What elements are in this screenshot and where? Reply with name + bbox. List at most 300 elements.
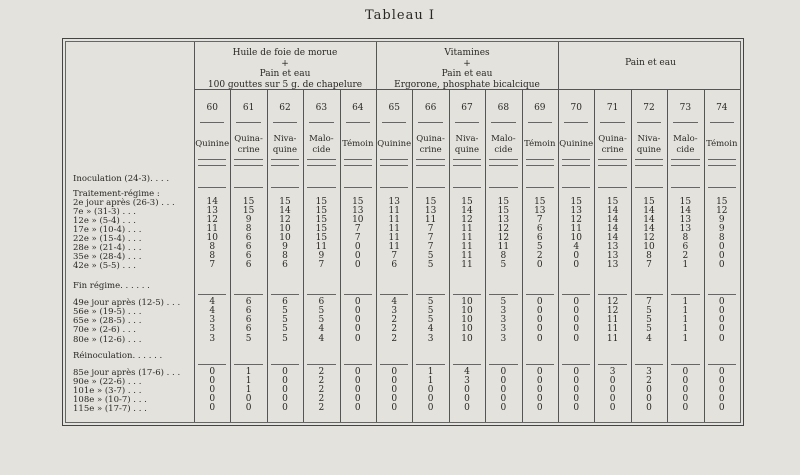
header-dash <box>382 122 406 123</box>
table-cell: 7 <box>209 260 216 270</box>
header-dash <box>708 159 736 160</box>
group-header-label: Pain et eau <box>625 58 676 68</box>
table-cell: 0 <box>354 367 361 377</box>
table-cell: 0 <box>573 403 580 413</box>
table-cell: 14 <box>206 197 218 207</box>
table-cell: 2 <box>318 403 325 413</box>
row-label: 115e » (17-7) . . . <box>73 404 147 414</box>
column-number: 69 <box>534 103 546 113</box>
table-cell: 10 <box>352 215 364 225</box>
column-number: 74 <box>716 103 728 113</box>
header-dash <box>528 122 552 123</box>
table-cell: 0 <box>536 306 543 316</box>
table-cell: 12 <box>606 297 619 307</box>
table-cell: 11 <box>606 324 619 334</box>
section-dash <box>671 187 699 188</box>
table-cell: 7 <box>354 224 361 234</box>
table-cell: 0 <box>718 376 725 386</box>
header-dash <box>637 122 661 123</box>
header-dash <box>710 122 734 123</box>
table-cell: 5 <box>500 260 507 270</box>
section-dash <box>198 294 226 295</box>
table-cell: 3 <box>500 324 507 334</box>
table-cell: 0 <box>500 367 507 377</box>
table-cell: 15 <box>570 197 582 207</box>
group-header-label: Huile de foie de morue <box>232 48 338 58</box>
table-cell: 6 <box>245 315 252 325</box>
table-cell: 8 <box>646 251 652 261</box>
section-dash <box>562 294 590 295</box>
section-dash <box>489 364 517 365</box>
table-cell: 1 <box>427 367 434 377</box>
table-cell: 10 <box>279 224 291 234</box>
table-cell: 14 <box>606 215 619 225</box>
table-cell: 0 <box>391 403 398 413</box>
column-rule <box>303 89 304 423</box>
table-cell: 11 <box>388 224 400 234</box>
table-cell: 11 <box>206 224 218 234</box>
column-rule <box>740 41 741 423</box>
header-dash <box>380 159 408 160</box>
column-rule <box>230 89 231 423</box>
table-cell: 0 <box>209 367 216 377</box>
row-label: 56e » (19-5) . . . <box>73 307 142 317</box>
table-cell: 7 <box>318 260 325 270</box>
column-number: 63 <box>315 103 328 113</box>
table-cell: 3 <box>464 376 470 386</box>
table-cell: 0 <box>682 385 689 395</box>
column-name: Malo- <box>309 134 334 144</box>
header-dash <box>236 122 260 123</box>
table-cell: 5 <box>427 315 434 325</box>
table-cell: 3 <box>609 367 616 377</box>
table-cell: 11 <box>461 233 473 243</box>
table-cell: 0 <box>573 324 580 334</box>
row-label: 22e » (15-4) . . . <box>73 234 142 244</box>
table-cell: 5 <box>282 324 288 334</box>
header-dash <box>562 159 590 160</box>
table-cell: 1 <box>682 306 689 316</box>
table-cell: 6 <box>536 224 543 234</box>
column-name: Niva- <box>455 134 479 144</box>
table-cell: 0 <box>718 251 725 261</box>
table-cell: 15 <box>279 197 291 207</box>
group-header-label: Vitamines <box>444 48 490 58</box>
table-cell: 6 <box>245 233 252 243</box>
header-dash <box>598 159 626 160</box>
header-dash <box>564 122 588 123</box>
header-dash <box>635 165 663 166</box>
table-cell: 0 <box>718 306 725 316</box>
table-cell: 1 <box>682 334 689 344</box>
table-cell: 0 <box>427 394 434 404</box>
table-cell: 15 <box>424 197 437 207</box>
column-number: 70 <box>570 103 582 113</box>
table-cell: 11 <box>461 251 473 261</box>
table-cell: 14 <box>679 206 692 216</box>
header-dash <box>271 165 299 166</box>
table-cell: 0 <box>391 385 398 395</box>
column-rule <box>376 41 377 423</box>
table-cell: 0 <box>500 394 507 404</box>
column-name: Quina- <box>234 134 263 144</box>
column-rule <box>340 89 341 423</box>
table-cell: 8 <box>245 224 252 234</box>
table-cell: 10 <box>570 233 582 243</box>
table-cell: 0 <box>354 306 361 316</box>
table-cell: 5 <box>646 306 652 316</box>
header-dash <box>635 159 663 160</box>
table-cell: 0 <box>573 334 580 344</box>
row-label: 28e » (21-4) . . . <box>73 243 142 253</box>
table-cell: 0 <box>500 403 507 413</box>
table-cell: 5 <box>427 297 434 307</box>
table-cell: 12 <box>716 206 728 216</box>
row-label: Traitement-régime : <box>73 189 160 199</box>
row-label: 108e » (10-7) . . . <box>73 395 147 405</box>
table-cell: 5 <box>282 334 288 344</box>
table-cell: 7 <box>646 297 652 307</box>
header-dash <box>526 159 554 160</box>
table-cell: 0 <box>354 297 361 307</box>
table-cell: 0 <box>573 315 580 325</box>
group-header-rule <box>194 89 740 90</box>
table-cell: 13 <box>388 197 400 207</box>
table-cell: 0 <box>282 367 288 377</box>
table-cell: 10 <box>279 233 291 243</box>
column-rule <box>449 89 450 423</box>
table-cell: 15 <box>534 197 546 207</box>
table-cell: 6 <box>245 242 252 252</box>
column-number: 67 <box>461 103 473 113</box>
table-cell: 4 <box>209 297 216 307</box>
section-dash <box>307 187 335 188</box>
table-cell: 15 <box>315 233 328 243</box>
section-dash <box>380 364 408 365</box>
table-cell: 2 <box>391 324 398 334</box>
header-dash <box>307 165 335 166</box>
table-cell: 10 <box>461 306 473 316</box>
header-dash <box>416 165 444 166</box>
column-name: Quinine <box>559 139 594 149</box>
table-cell: 0 <box>391 394 398 404</box>
table-cell: 7 <box>427 233 434 243</box>
table-cell: 0 <box>536 315 543 325</box>
table-cell: 4 <box>391 297 398 307</box>
table-cell: 6 <box>282 260 288 270</box>
table-cell: 15 <box>315 197 328 207</box>
row-label: 12e » (5-4) . . . <box>73 216 136 226</box>
table-cell: 5 <box>536 242 543 252</box>
header-dash <box>344 165 372 166</box>
table-cell: 4 <box>318 334 325 344</box>
table-cell: 6 <box>536 233 543 243</box>
table-cell: 3 <box>209 334 216 344</box>
table-cell: 15 <box>497 197 510 207</box>
column-name: cide <box>676 144 695 155</box>
table-cell: 9 <box>318 251 325 261</box>
column-number: 62 <box>279 103 291 113</box>
column-rule <box>412 89 413 423</box>
data-table <box>62 38 744 426</box>
column-name: Malo- <box>673 134 698 144</box>
table-cell: 8 <box>209 251 216 261</box>
column-rule <box>522 89 523 423</box>
table-cell: 0 <box>718 334 725 344</box>
section-dash <box>271 364 299 365</box>
header-dash <box>198 159 226 160</box>
header-dash <box>273 122 297 123</box>
table-cell: 2 <box>682 251 689 261</box>
table-cell: 1 <box>245 376 252 386</box>
header-dash <box>234 159 262 160</box>
table-cell: 6 <box>245 297 252 307</box>
table-cell: 15 <box>315 215 328 225</box>
table-cell: 12 <box>461 215 473 225</box>
table-cell: 3 <box>500 315 507 325</box>
table-cell: 0 <box>536 334 543 344</box>
table-cell: 2 <box>536 251 543 261</box>
table-cell: 15 <box>242 206 255 216</box>
column-number: 61 <box>242 103 255 113</box>
table-cell: 8 <box>682 233 689 243</box>
table-cell: 5 <box>427 306 434 316</box>
column-rule <box>704 89 705 423</box>
table-cell: 12 <box>606 306 619 316</box>
column-number: 72 <box>643 103 655 113</box>
table-cell: 11 <box>606 315 619 325</box>
table-cell: 7 <box>427 242 434 252</box>
table-cell: 6 <box>245 260 252 270</box>
table-cell: 0 <box>573 394 580 404</box>
group-header-label: 100 gouttes sur 5 g. de chapelure <box>207 79 363 90</box>
table-cell: 14 <box>606 206 619 216</box>
column-number: 60 <box>206 103 218 113</box>
table-cell: 13 <box>352 206 364 216</box>
column-number: 73 <box>679 103 692 113</box>
section-dash <box>635 364 663 365</box>
section-dash <box>416 364 444 365</box>
table-cell: 3 <box>500 334 507 344</box>
table-cell: 11 <box>315 242 328 252</box>
column-name: Quina- <box>416 134 445 144</box>
column-name: crine <box>419 144 442 155</box>
table-cell: 0 <box>354 315 361 325</box>
section-dash <box>708 187 736 188</box>
section-dash <box>234 364 262 365</box>
column-rule <box>594 89 595 423</box>
table-cell: 0 <box>718 385 725 395</box>
table-cell: 3 <box>427 334 434 344</box>
table-cell: 0 <box>682 367 689 377</box>
table-cell: 0 <box>536 376 543 386</box>
table-cell: 0 <box>354 260 361 270</box>
table-cell: 0 <box>718 260 725 270</box>
table-cell: 2 <box>318 394 325 404</box>
table-cell: 1 <box>245 385 252 395</box>
table-cell: 0 <box>354 251 361 261</box>
table-cell: 14 <box>606 233 619 243</box>
table-cell: 0 <box>718 394 725 404</box>
section-dash <box>635 294 663 295</box>
table-cell: 0 <box>718 403 725 413</box>
table-cell: 5 <box>282 315 288 325</box>
table-cell: 4 <box>646 334 652 344</box>
section-dash <box>489 187 517 188</box>
table-cell: 6 <box>245 306 252 316</box>
table-cell: 0 <box>609 394 616 404</box>
table-cell: 3 <box>209 324 216 334</box>
table-cell: 0 <box>354 403 361 413</box>
row-label: 70e » (2-6) . . . <box>73 325 136 335</box>
table-cell: 2 <box>318 385 325 395</box>
row-label: 42e » (5-5) . . . <box>73 261 136 271</box>
table-cell: 0 <box>282 376 288 386</box>
table-cell: 11 <box>388 233 400 243</box>
table-cell: 0 <box>536 260 543 270</box>
column-number: 71 <box>606 103 619 113</box>
table-cell: 9 <box>718 215 725 225</box>
table-cell: 0 <box>354 324 361 334</box>
table-cell: 5 <box>646 315 652 325</box>
section-dash <box>198 364 226 365</box>
table-cell: 10 <box>643 242 655 252</box>
column-name: crine <box>601 144 624 155</box>
table-cell: 11 <box>461 224 473 234</box>
section-dash <box>234 294 262 295</box>
table-cell: 14 <box>643 215 655 225</box>
section-dash <box>416 187 444 188</box>
header-dash <box>200 122 224 123</box>
group-header-label: Pain et eau <box>441 69 493 79</box>
table-cell: 0 <box>573 306 580 316</box>
column-number: 66 <box>424 103 437 113</box>
table-cell: 5 <box>318 306 325 316</box>
row-label: 90e » (22-6) . . . <box>73 377 142 387</box>
header-dash <box>491 122 515 123</box>
column-name: Quinine <box>195 139 230 149</box>
table-cell: 0 <box>536 403 543 413</box>
table-cell: 13 <box>679 215 692 225</box>
table-cell: 0 <box>609 376 616 386</box>
table-cell: 14 <box>643 206 655 216</box>
table-cell: 11 <box>606 334 619 344</box>
section-dash <box>671 364 699 365</box>
table-cell: 12 <box>497 233 510 243</box>
table-cell: 0 <box>718 324 725 334</box>
column-name: quine <box>454 144 480 155</box>
table-cell: 0 <box>682 376 689 386</box>
table-cell: 13 <box>606 260 619 270</box>
section-dash <box>562 364 590 365</box>
table-cell: 4 <box>464 367 470 377</box>
group-header-label: Pain et eau <box>259 69 311 79</box>
table-cell: 0 <box>682 394 689 404</box>
section-dash <box>198 187 226 188</box>
group-header-label: + <box>281 58 289 69</box>
table-cell: 1 <box>245 367 252 377</box>
table-cell: 15 <box>643 197 655 207</box>
table-cell: 0 <box>718 367 725 377</box>
table-cell: 7 <box>646 260 652 270</box>
column-rule <box>667 89 668 423</box>
table-cell: 15 <box>497 206 510 216</box>
table-cell: 3 <box>646 367 652 377</box>
section-dash <box>344 294 372 295</box>
column-name: quine <box>636 144 662 155</box>
table-cell: 0 <box>427 385 434 395</box>
group-header-label: Ergorone, phosphate bicalcique <box>394 79 540 90</box>
table-cell: 0 <box>573 376 580 386</box>
table-cell: 5 <box>646 324 652 334</box>
table-cell: 11 <box>497 242 510 252</box>
column-name: Témoin <box>524 139 556 149</box>
table-cell: 2 <box>318 376 325 386</box>
section-dash <box>271 187 299 188</box>
header-dash <box>234 165 262 166</box>
table-cell: 8 <box>209 242 216 252</box>
table-cell: 0 <box>354 394 361 404</box>
table-cell: 2 <box>391 315 398 325</box>
table-cell: 13 <box>570 206 582 216</box>
table-cell: 1 <box>682 260 689 270</box>
column-rule <box>558 41 559 423</box>
section-dash <box>598 364 626 365</box>
header-dash <box>600 122 624 123</box>
column-name: Niva- <box>273 134 297 144</box>
section-dash <box>307 364 335 365</box>
table-cell: 7 <box>427 224 434 234</box>
table-cell: 0 <box>573 251 580 261</box>
column-rule <box>194 41 195 423</box>
table-cell: 8 <box>718 233 725 243</box>
header-dash <box>489 165 517 166</box>
table-cell: 0 <box>209 385 216 395</box>
row-label: Réinoculation. . . . . . <box>73 351 163 361</box>
table-cell: 6 <box>318 297 325 307</box>
header-dash <box>271 159 299 160</box>
section-dash <box>489 294 517 295</box>
table-cell: 6 <box>391 260 398 270</box>
table-cell: 7 <box>354 233 361 243</box>
table-cell: 0 <box>209 394 216 404</box>
table-cell: 1 <box>427 376 434 386</box>
table-cell: 7 <box>391 251 398 261</box>
header-dash <box>562 165 590 166</box>
table-cell: 4 <box>427 324 434 334</box>
section-dash <box>344 187 372 188</box>
header-dash <box>453 159 481 160</box>
table-cell: 8 <box>500 251 507 261</box>
table-cell: 1 <box>682 315 689 325</box>
section-dash <box>416 294 444 295</box>
row-label: 49e jour après (12-5) . . . <box>73 298 181 308</box>
header-dash <box>346 122 370 123</box>
header-dash <box>671 165 699 166</box>
table-cell: 0 <box>536 367 543 377</box>
table-cell: 13 <box>606 242 619 252</box>
section-dash <box>598 294 626 295</box>
table-cell: 10 <box>461 324 473 334</box>
table-cell: 4 <box>209 306 216 316</box>
header-dash <box>671 159 699 160</box>
table-cell: 0 <box>464 394 470 404</box>
table-cell: 0 <box>536 324 543 334</box>
column-name: Niva- <box>637 134 661 144</box>
table-cell: 6 <box>245 324 252 334</box>
table-cell: 0 <box>282 385 288 395</box>
table-cell: 7 <box>536 215 543 225</box>
